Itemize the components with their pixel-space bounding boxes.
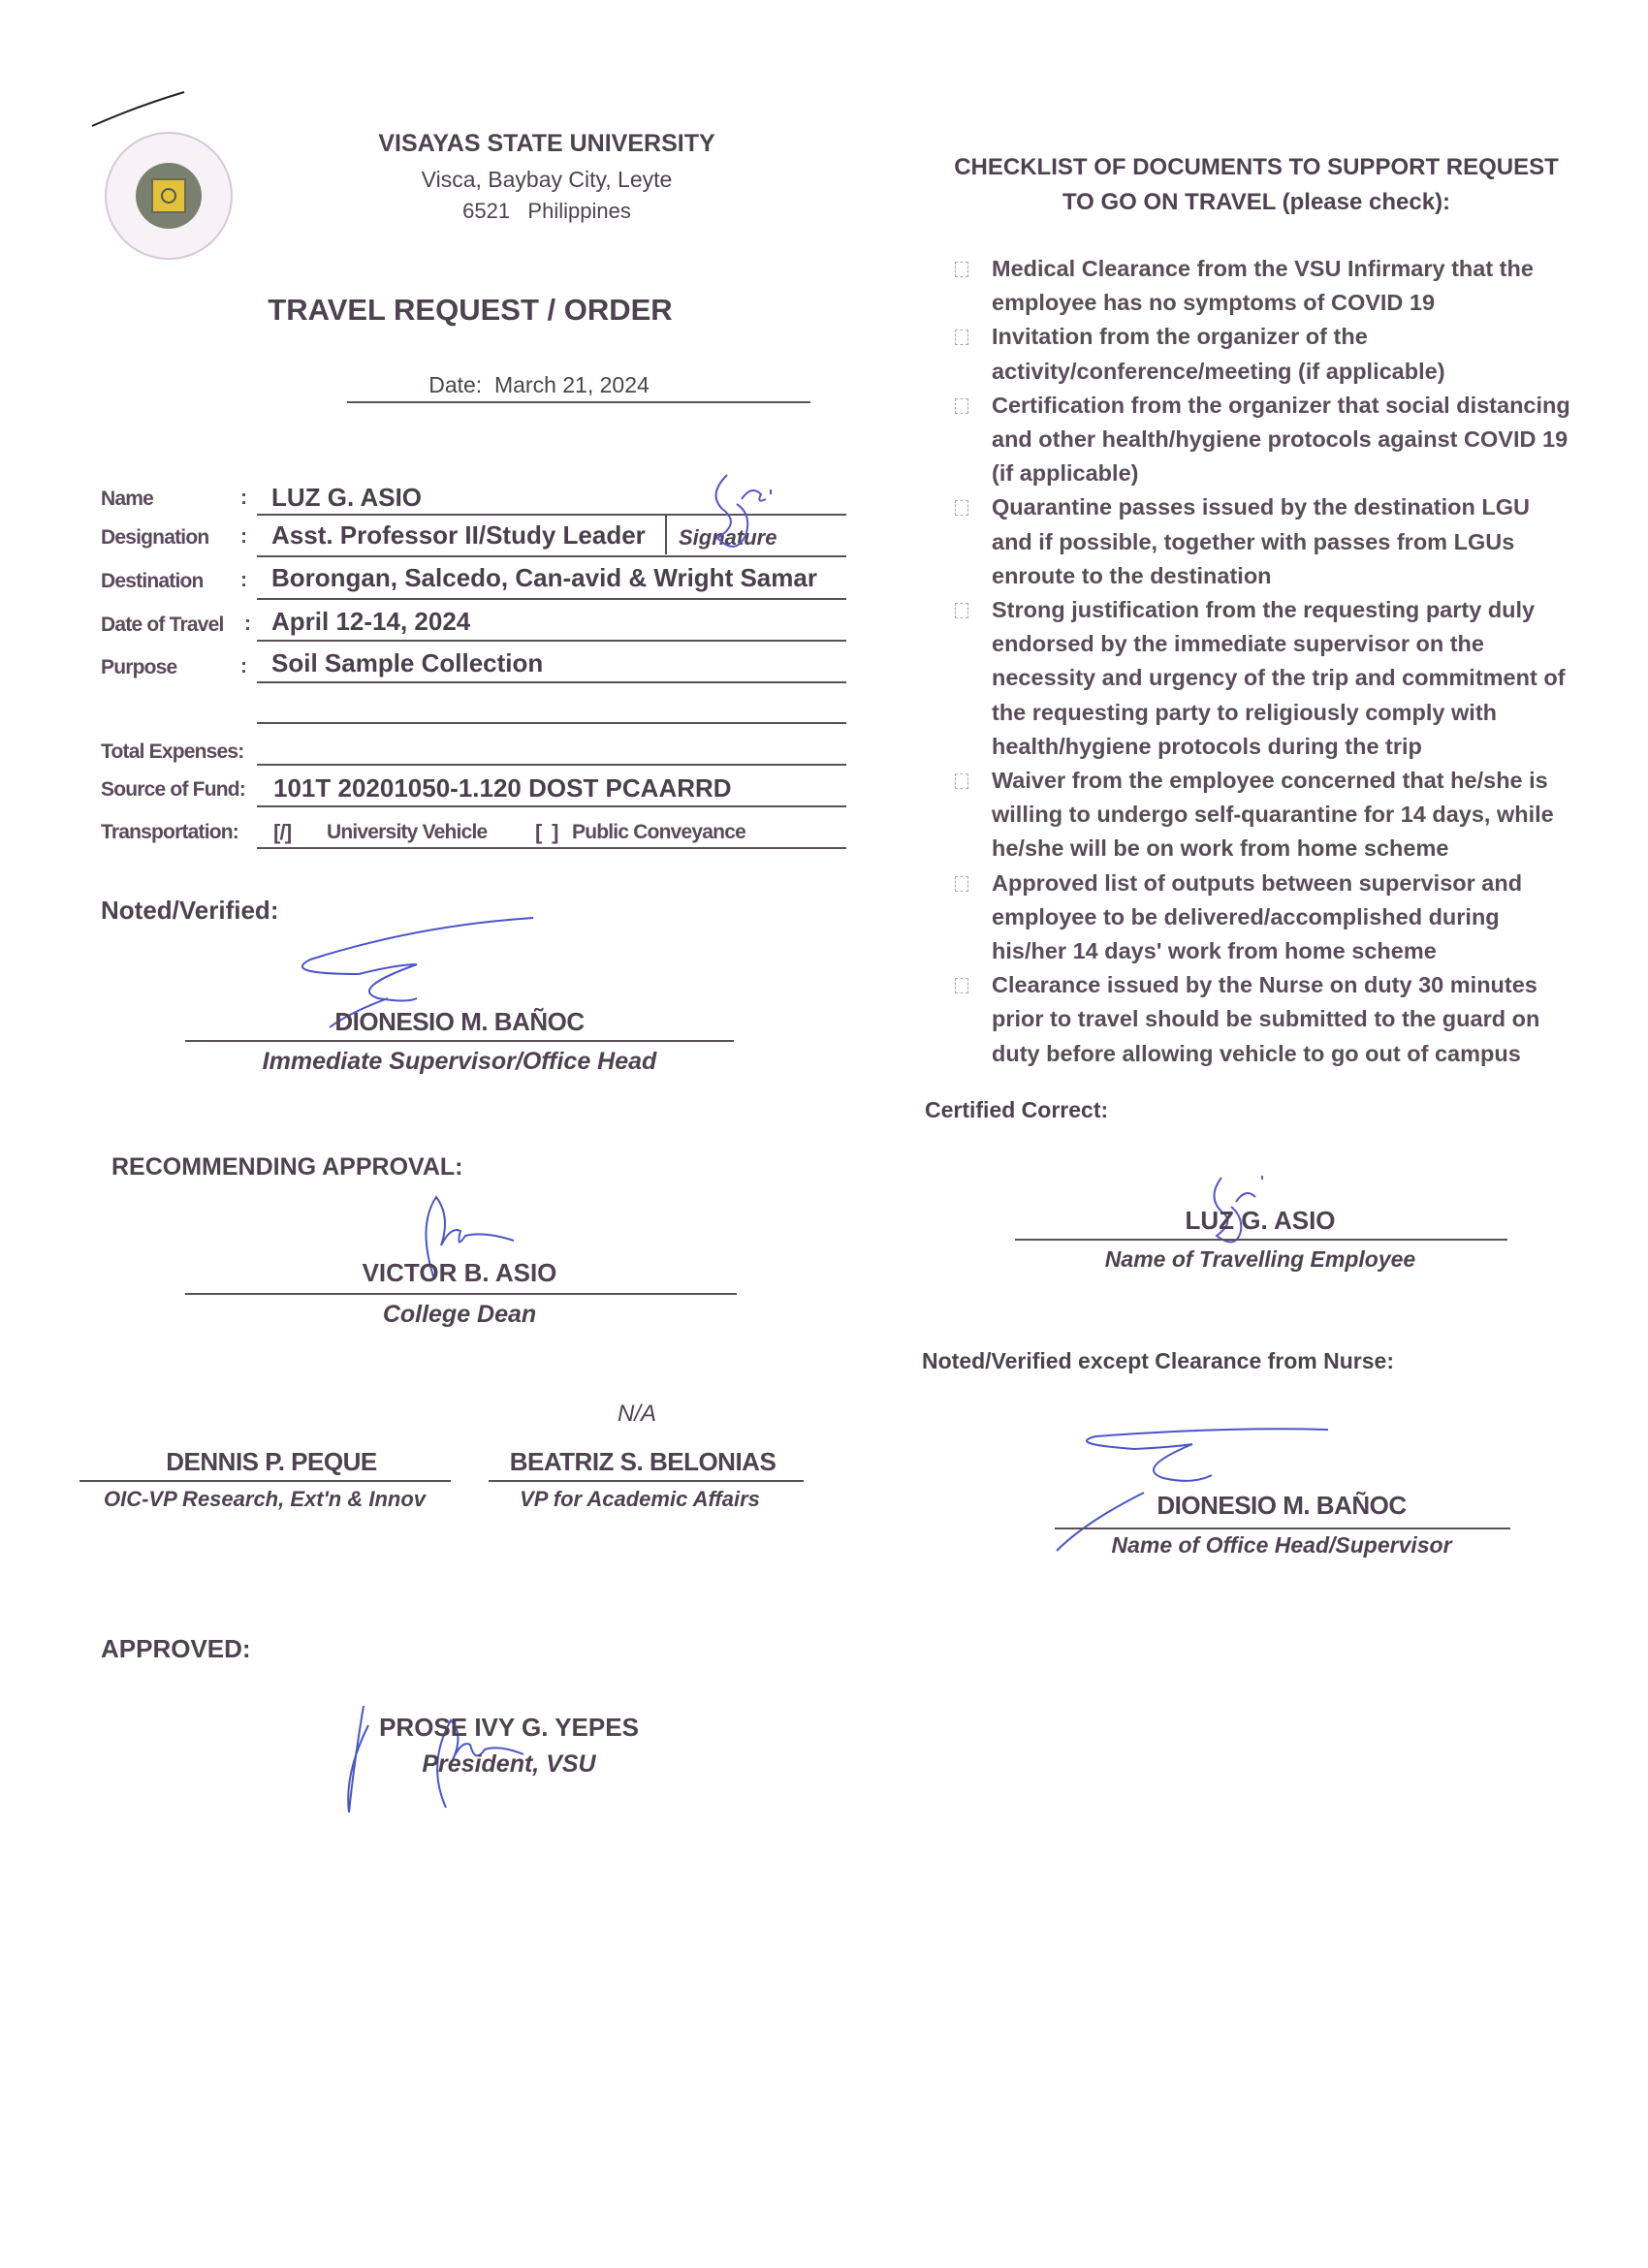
checkbox[interactable] <box>955 262 968 277</box>
checklist-item <box>955 252 1575 320</box>
university-seal <box>105 132 233 260</box>
vp-academic-signature-line <box>489 1480 804 1482</box>
supervisor-name: DIONESIO M. BAÑOC <box>334 1007 585 1036</box>
office-head-name: DIONESIO M. BAÑOC <box>1157 1491 1407 1520</box>
destination-label: Destination <box>101 570 204 592</box>
checkbox[interactable] <box>955 398 968 414</box>
checkbox[interactable] <box>955 330 968 345</box>
recommending-approval-label: RECOMMENDING APPROVAL: <box>111 1153 463 1181</box>
office-head-signature-line <box>1055 1528 1510 1529</box>
checkbox[interactable] <box>955 978 968 993</box>
vp-academic-note: N/A <box>617 1401 657 1427</box>
checklist-title-line-1: CHECKLIST OF DOCUMENTS TO SUPPORT REQUEST <box>954 154 1559 180</box>
purpose-underline-2 <box>257 722 846 724</box>
checklist-item-text: Quarantine passes issued by the destination LGU and if possible, together with passes from LGUs enroute to the destination <box>992 494 1530 588</box>
total-expenses-label: Total Expenses: <box>101 740 244 763</box>
noted-except-label: Noted/Verified except Clearance from Nurse: <box>922 1348 1394 1373</box>
noted-verified-label: Noted/Verified: <box>101 896 279 925</box>
name-label: Name <box>101 488 153 510</box>
checklist-item-text: Certification from the organizer that social distancing and other health/hygiene protocols against COVID 19 (if applicable) <box>992 392 1570 487</box>
traveller-name: LUZ G. ASIO <box>1185 1206 1336 1235</box>
vp-academic-name: BEATRIZ S. BELONIAS <box>509 1447 776 1476</box>
destination-value: Borongan, Salcedo, Can-avid & Wright Samar <box>271 563 817 592</box>
approved-label: APPROVED: <box>101 1634 251 1663</box>
colon: : <box>244 613 251 635</box>
checklist-item <box>955 320 1575 388</box>
checklist-item-text: Invitation from the organizer of the activity/conference/meeting (if applicable) <box>992 324 1445 384</box>
dean-name: VICTOR B. ASIO <box>362 1258 557 1287</box>
checklist-item-text: Medical Clearance from the VSU Infirmary that the employee has no symptoms of COVID 19 <box>992 256 1534 316</box>
dean-signature-line <box>185 1293 737 1295</box>
checklist-item-text: Approved list of outputs between supervisor and employee to be delivered/accomplished during his/her 14 days' work from home scheme <box>992 869 1523 964</box>
date-underline <box>347 401 810 403</box>
purpose-value: Soil Sample Collection <box>271 648 544 677</box>
checkbox[interactable] <box>955 603 968 618</box>
vp-academic-title: VP for Academic Affairs <box>520 1487 760 1511</box>
checklist-item <box>955 968 1575 1071</box>
signature-label: Signature <box>679 525 777 550</box>
checklist-item-text: Waiver from the employee concerned that he/she is willing to undergo self-quarantine for 14 days, while he/she will be on work from home scheme <box>992 768 1554 862</box>
certified-correct-label: Certified Correct: <box>925 1097 1109 1122</box>
source-of-fund-label: Source of Fund: <box>101 778 245 801</box>
university-vehicle-label: University Vehicle <box>327 821 488 843</box>
checklist-item-text: Strong justification from the requesting party duly endorsed by the immediate supervisor on the necessity and urgency of the trip and commitment of the requesting party to religiously comply with health/hygiene protocols during the trip <box>992 597 1566 759</box>
checkbox[interactable] <box>955 500 968 516</box>
office-head-title: Name of Office Head/Supervisor <box>1111 1532 1452 1558</box>
checklist-item-text: Clearance issued by the Nurse on duty 30 minutes prior to travel should be submitted to the guard on duty before allowing vehicle to go out of campus <box>992 972 1540 1066</box>
checklist-item <box>955 490 1575 593</box>
designation-value: Asst. Professor II/Study Leader <box>271 520 646 550</box>
president-name: PROSE IVY G. YEPES <box>379 1713 639 1742</box>
dean-title: College Dean <box>382 1301 537 1328</box>
name-underline <box>257 514 846 516</box>
checklist-title-line-2: TO GO ON TRAVEL (please check): <box>1062 189 1451 215</box>
university-vehicle-checkbox[interactable]: [/] <box>273 820 292 844</box>
vp-research-title: OIC-VP Research, Ext'n & Innov <box>103 1487 427 1511</box>
vp-research-signature-line <box>79 1480 451 1482</box>
supervisor-signature-line <box>185 1040 734 1042</box>
transportation-underline <box>257 847 846 849</box>
checklist-item <box>955 764 1575 866</box>
date-field: Date: March 21, 2024 <box>428 372 650 397</box>
name-value: LUZ G. ASIO <box>271 483 423 512</box>
checkbox[interactable] <box>955 773 968 789</box>
supervisor-title: Immediate Supervisor/Office Head <box>262 1048 657 1075</box>
public-conveyance-checkbox[interactable]: [ ] <box>535 820 558 844</box>
purpose-label: Purpose <box>101 656 177 678</box>
destination-underline <box>257 598 846 600</box>
date-of-travel-label: Date of Travel <box>101 614 224 636</box>
source-of-fund-value: 101T 20201050-1.120 DOST PCAARRD <box>273 773 732 803</box>
signature-divider <box>665 516 667 554</box>
checkbox[interactable] <box>955 876 968 892</box>
colon: : <box>240 569 247 591</box>
transportation-label: Transportation: <box>101 821 239 843</box>
source-of-fund-underline <box>257 805 846 807</box>
checklist <box>955 252 1575 1071</box>
traveller-title: Name of Travelling Employee <box>1104 1246 1416 1272</box>
pen-mark <box>87 87 194 136</box>
public-conveyance-label: Public Conveyance <box>572 821 745 843</box>
page-title: TRAVEL REQUEST / ORDER <box>268 293 673 327</box>
colon: : <box>240 487 247 509</box>
colon: : <box>240 525 247 548</box>
vp-research-name: DENNIS P. PEQUE <box>166 1447 377 1476</box>
purpose-underline <box>257 681 846 683</box>
colon: : <box>240 655 247 677</box>
address-line-2: 6521 Philippines <box>462 199 631 223</box>
checklist-item <box>955 389 1575 491</box>
date-of-travel-underline <box>257 640 846 642</box>
date-of-travel-value: April 12-14, 2024 <box>271 607 471 636</box>
total-expenses-underline <box>257 764 846 766</box>
university-name: VISAYAS STATE UNIVERSITY <box>378 130 715 157</box>
president-title: President, VSU <box>422 1750 596 1778</box>
designation-underline <box>257 555 846 557</box>
checklist-item <box>955 593 1575 764</box>
traveller-signature-line <box>1015 1239 1507 1241</box>
address-line-1: Visca, Baybay City, Leyte <box>421 167 673 192</box>
checklist-item <box>955 866 1575 969</box>
designation-label: Designation <box>101 526 209 549</box>
